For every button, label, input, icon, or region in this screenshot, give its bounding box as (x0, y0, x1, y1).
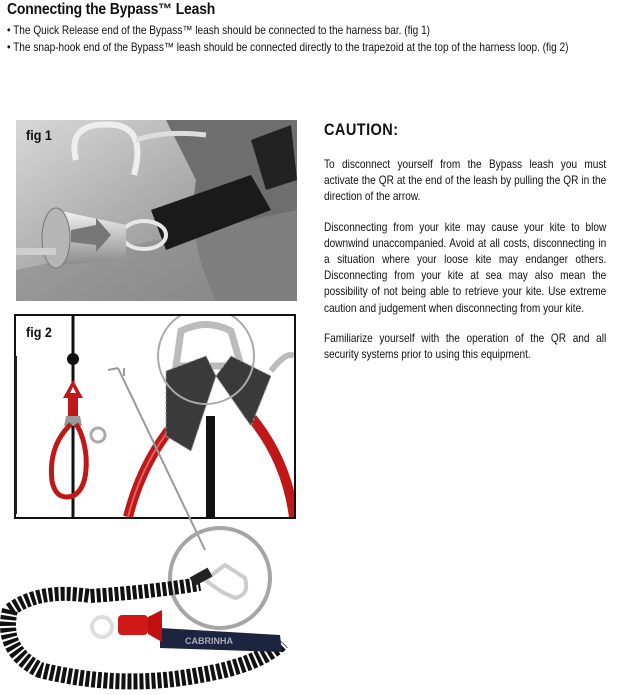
caution-paragraph-familiarize: Familiarize yourself with the operation of the QR and all security systems prior to using this equipment. (324, 330, 607, 362)
page-title: Connecting the Bypass™ Leash (7, 1, 216, 18)
instruction-item-snap-hook: • The snap-hook end of the Bypass™ leash should be connected directly to the trapezoid at the top of the harness loop. (fig 2) (7, 39, 569, 54)
caution-heading: CAUTION: (324, 121, 399, 139)
fig2-label: fig 2 (26, 324, 52, 340)
leash-product-photo (0, 360, 300, 695)
fig1-label: fig 1 (26, 127, 52, 143)
leash-brand-text: CABRINHA (185, 636, 233, 646)
caution-body (324, 156, 606, 376)
fig1-photo (16, 120, 297, 301)
caution-paragraph-disconnect: To disconnect yourself from the Bypass leash you must activate the QR at the end of the leash by pulling the QR in the direction of the arrow. (324, 157, 607, 204)
fig1-illustration (16, 120, 297, 301)
instructions-list (7, 22, 595, 55)
instruction-item-quick-release: • The Quick Release end of the Bypass™ leash should be connected to the harness bar. (fig 1) (7, 23, 431, 37)
caution-paragraph-warning: Disconnecting from your kite may cause your kite to blow downwind unaccompanied. Avoid at all costs, disconnecting in a situation where your loose kite may endanger others. Disconnecting from your kite at sea may also mean the possibility of not being able to retrieve your kite. Use extreme caution and judgement when disconnecting from your kite. (324, 219, 607, 315)
